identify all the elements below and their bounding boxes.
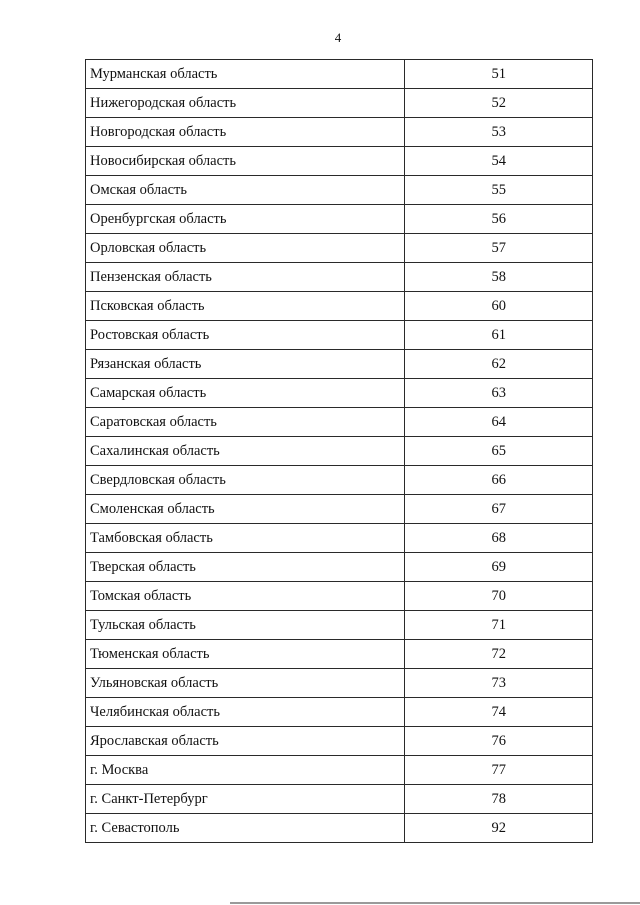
region-code-cell: 60 — [405, 292, 593, 321]
table-row — [86, 379, 593, 408]
region-name-cell: Нижегородская область — [86, 89, 405, 118]
table-row — [86, 176, 593, 205]
region-name-cell: Пензенская область — [86, 263, 405, 292]
table-row — [86, 437, 593, 466]
region-name-cell: Тверская область — [86, 553, 405, 582]
region-name-cell: Тюменская область — [86, 640, 405, 669]
region-name-cell: Омская область — [86, 176, 405, 205]
table-row — [86, 205, 593, 234]
region-code-cell: 67 — [405, 495, 593, 524]
table-row — [86, 669, 593, 698]
region-code-cell: 52 — [405, 89, 593, 118]
region-name-cell: Ульяновская область — [86, 669, 405, 698]
regions-table-body — [86, 60, 593, 843]
region-code-cell: 73 — [405, 669, 593, 698]
region-name-cell: Самарская область — [86, 379, 405, 408]
region-code-cell: 56 — [405, 205, 593, 234]
table-row — [86, 60, 593, 89]
region-code-cell: 65 — [405, 437, 593, 466]
region-code-cell: 78 — [405, 785, 593, 814]
table-row — [86, 234, 593, 263]
region-code-cell: 68 — [405, 524, 593, 553]
table-row — [86, 147, 593, 176]
region-name-cell: Сахалинская область — [86, 437, 405, 466]
table-row — [86, 785, 593, 814]
page-number: 4 — [334, 30, 342, 45]
region-name-cell: г. Севастополь — [86, 814, 405, 843]
region-code-cell: 69 — [405, 553, 593, 582]
regions-table — [85, 59, 593, 843]
table-row — [86, 756, 593, 785]
region-code-cell: 64 — [405, 408, 593, 437]
region-name-cell: Томская область — [86, 582, 405, 611]
region-code-cell: 51 — [405, 60, 593, 89]
region-code-cell: 77 — [405, 756, 593, 785]
region-code-cell: 71 — [405, 611, 593, 640]
region-name-cell: Челябинская область — [86, 698, 405, 727]
region-code-cell: 72 — [405, 640, 593, 669]
table-row — [86, 350, 593, 379]
region-code-cell: 63 — [405, 379, 593, 408]
region-code-cell: 92 — [405, 814, 593, 843]
region-code-cell: 70 — [405, 582, 593, 611]
table-row — [86, 814, 593, 843]
region-code-cell: 74 — [405, 698, 593, 727]
table-row — [86, 727, 593, 756]
region-code-cell: 66 — [405, 466, 593, 495]
table-row — [86, 553, 593, 582]
table-row — [86, 466, 593, 495]
region-code-cell: 62 — [405, 350, 593, 379]
table-row — [86, 640, 593, 669]
table-row — [86, 582, 593, 611]
region-code-cell: 61 — [405, 321, 593, 350]
table-row — [86, 263, 593, 292]
table-row — [86, 495, 593, 524]
region-name-cell: Тульская область — [86, 611, 405, 640]
region-code-cell: 57 — [405, 234, 593, 263]
bottom-edge-rule — [230, 902, 640, 904]
region-name-cell: Новгородская область — [86, 118, 405, 147]
region-name-cell: Смоленская область — [86, 495, 405, 524]
region-name-cell: Псковская область — [86, 292, 405, 321]
region-code-cell: 53 — [405, 118, 593, 147]
region-code-cell: 55 — [405, 176, 593, 205]
table-row — [86, 89, 593, 118]
region-code-cell: 54 — [405, 147, 593, 176]
table-row — [86, 292, 593, 321]
region-name-cell: Саратовская область — [86, 408, 405, 437]
region-name-cell: Ярославская область — [86, 727, 405, 756]
region-name-cell: г. Санкт-Петербург — [86, 785, 405, 814]
region-name-cell: Новосибирская область — [86, 147, 405, 176]
region-name-cell: Орловская область — [86, 234, 405, 263]
region-code-cell: 76 — [405, 727, 593, 756]
table-row — [86, 408, 593, 437]
table-row — [86, 524, 593, 553]
table-row — [86, 118, 593, 147]
region-name-cell: Тамбовская область — [86, 524, 405, 553]
region-name-cell: г. Москва — [86, 756, 405, 785]
table-row — [86, 698, 593, 727]
region-code-cell: 58 — [405, 263, 593, 292]
region-name-cell: Ростовская область — [86, 321, 405, 350]
table-row — [86, 321, 593, 350]
region-name-cell: Оренбургская область — [86, 205, 405, 234]
region-name-cell: Свердловская область — [86, 466, 405, 495]
table-row — [86, 611, 593, 640]
region-name-cell: Мурманская область — [86, 60, 405, 89]
region-name-cell: Рязанская область — [86, 350, 405, 379]
